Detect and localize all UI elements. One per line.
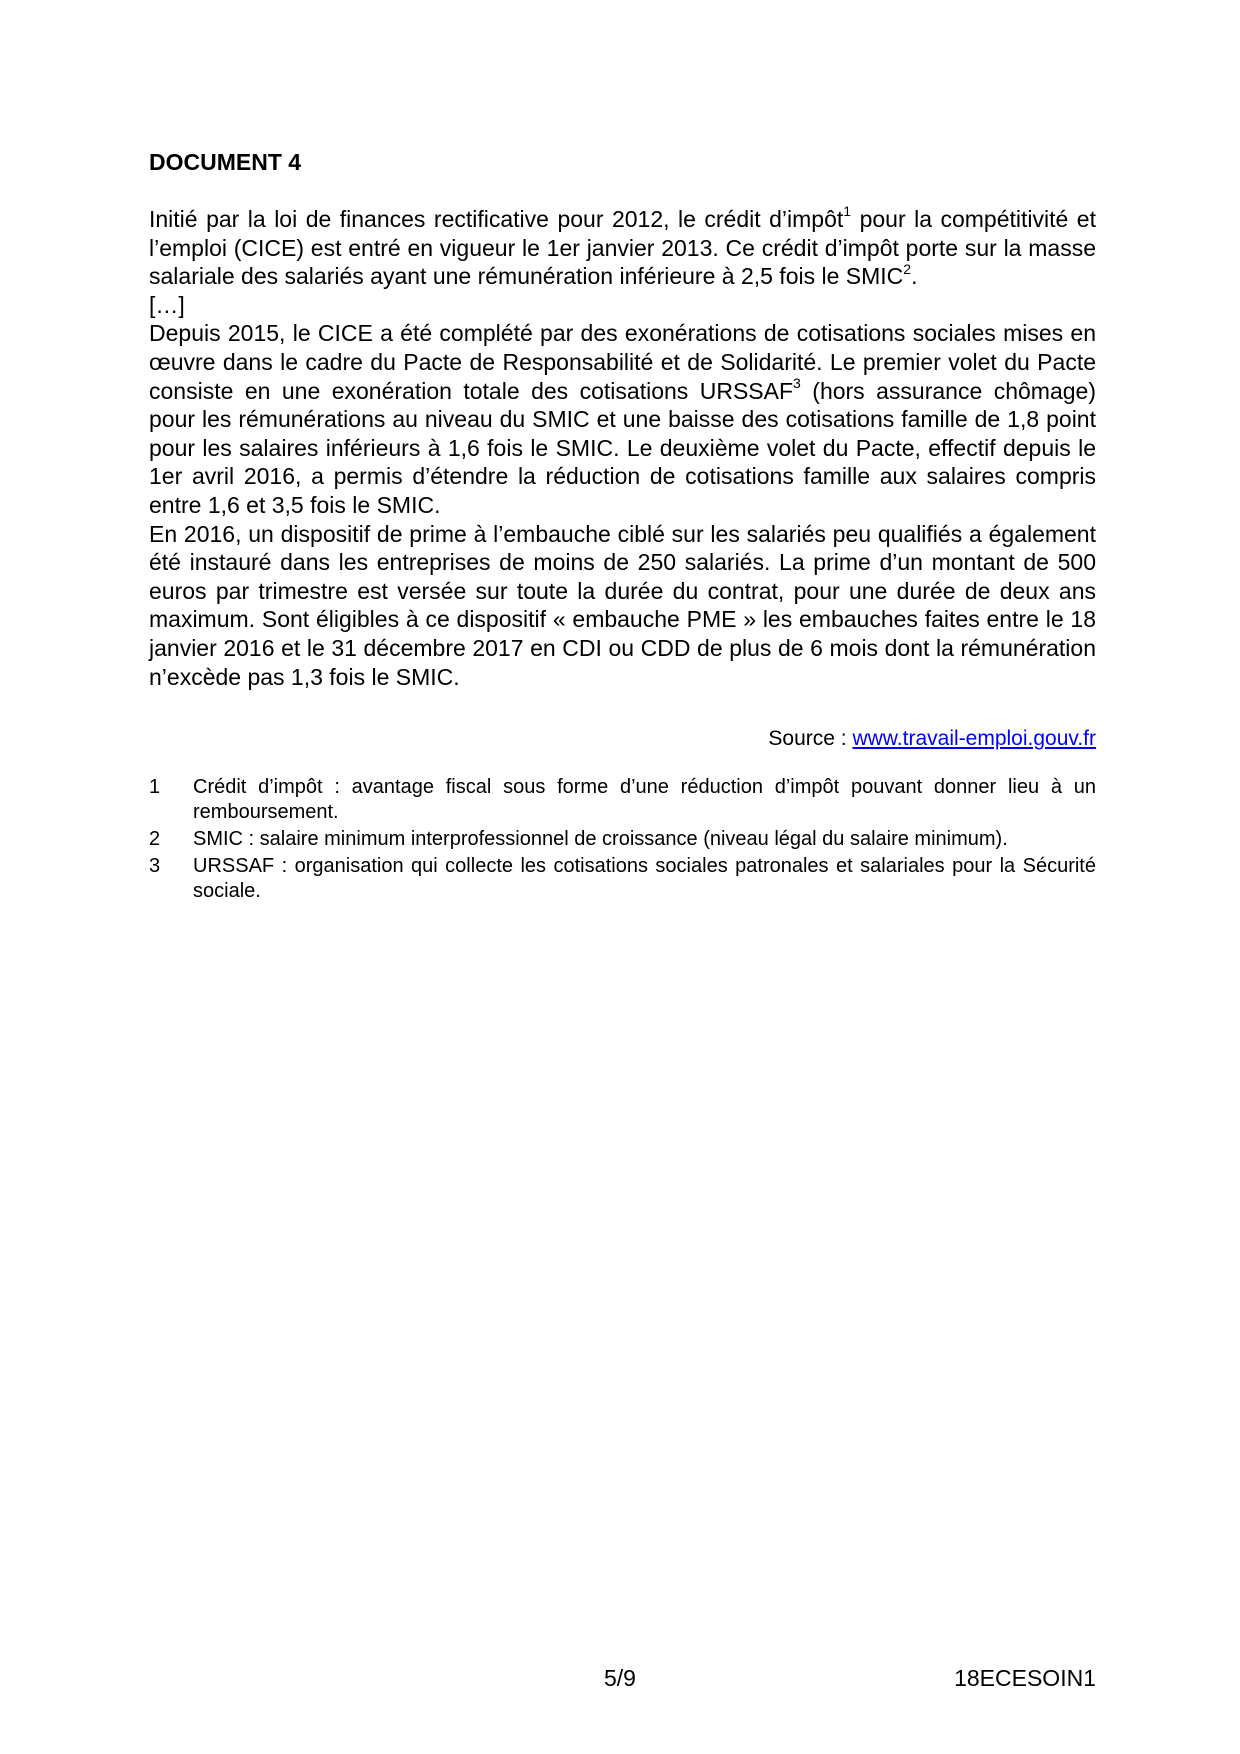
source-line — [149, 725, 1096, 753]
footnote-ref-3: 3 — [793, 374, 801, 391]
paragraph-prime-embauche: En 2016, un dispositif de prime à l’embauche ciblé sur les salariés peu qualifiés a également été instauré dans les entreprises de moins de 250 salariés. La prime d’un montant de 500 euros par trimestre est versée sur toute la durée du contrat, pour une durée de deux ans maximum. Sont éligibles à ce dispositif « embauche PME » les embauches faites entre le 18 janvier 2016 et le 31 décembre 2017 en CDI ou CDD de plus de 6 mois dont la rémunération n’excède pas 1,3 fois le SMIC. — [149, 520, 1096, 690]
document-reference: 18ECESOIN1 — [954, 1665, 1096, 1691]
page-number: 5/9 — [604, 1665, 636, 1691]
footnote-item — [149, 827, 1096, 852]
paragraph-cice-text-2: pour la compétitivité et l’emploi (CICE) est entré en vigueur le 1er janvier 2013. Ce crédit d’impôt porte sur la masse salariale des salariés ayant une rémunération inférieure à 2,5 fois le SMIC — [149, 206, 1096, 290]
ellipsis: […] — [149, 291, 185, 318]
footnote-text: SMIC : salaire minimum interprofessionnel de croissance (niveau légal du salaire minimum). — [193, 828, 1008, 850]
document-title: DOCUMENT 4 — [149, 149, 302, 175]
footnote-number: 2 — [149, 828, 161, 850]
paragraph-pacte — [149, 319, 1096, 519]
footnote-ref-2: 2 — [903, 260, 912, 277]
footnotes-list — [149, 775, 1096, 906]
footnote-number: 1 — [149, 776, 161, 798]
paragraph-cice-text-1: Initié par la loi de finances rectificative pour 2012, le crédit d’impôt — [149, 206, 844, 232]
paragraph-pacte-text-1: Depuis 2015, le CICE a été complété par des exonérations de cotisations sociales mises en œuvre dans le cadre du Pacte de Responsabilité et de Solidarité. Le premier volet du Pacte consiste en une exonération totale des cotisations URSSAF — [149, 320, 1096, 404]
paragraph-cice — [149, 205, 1096, 291]
footnote-text: Crédit d’impôt : avantage fiscal sous forme d’une réduction d’impôt pouvant donner lieu à un remboursement. — [193, 776, 1096, 823]
paragraph-pacte-text-2: (hors assurance chômage) pour les rémunérations au niveau du SMIC et une baisse des cotisations famille de 1,8 point pour les salaires inférieurs à 1,6 fois le SMIC. Le deuxième volet du Pacte, effectif depuis le 1er avril 2016, a permis d’étendre la réduction de cotisations famille aux salaires compris entre 1,6 et 3,5 fois le SMIC. — [149, 377, 1096, 518]
footnote-text: URSSAF : organisation qui collecte les cotisations sociales patronales et salariales pour la Sécurité sociale. — [193, 855, 1096, 902]
document-body — [149, 205, 1096, 691]
footnote-ref-1: 1 — [843, 203, 852, 220]
footnote-number: 3 — [149, 855, 161, 877]
source-label: Source : — [768, 727, 853, 750]
paragraph-cice-text-3: . — [911, 263, 918, 290]
footnote-item — [149, 775, 1096, 825]
source-link[interactable]: www.travail-emploi.gouv.fr — [852, 727, 1096, 750]
footnote-item — [149, 854, 1096, 904]
